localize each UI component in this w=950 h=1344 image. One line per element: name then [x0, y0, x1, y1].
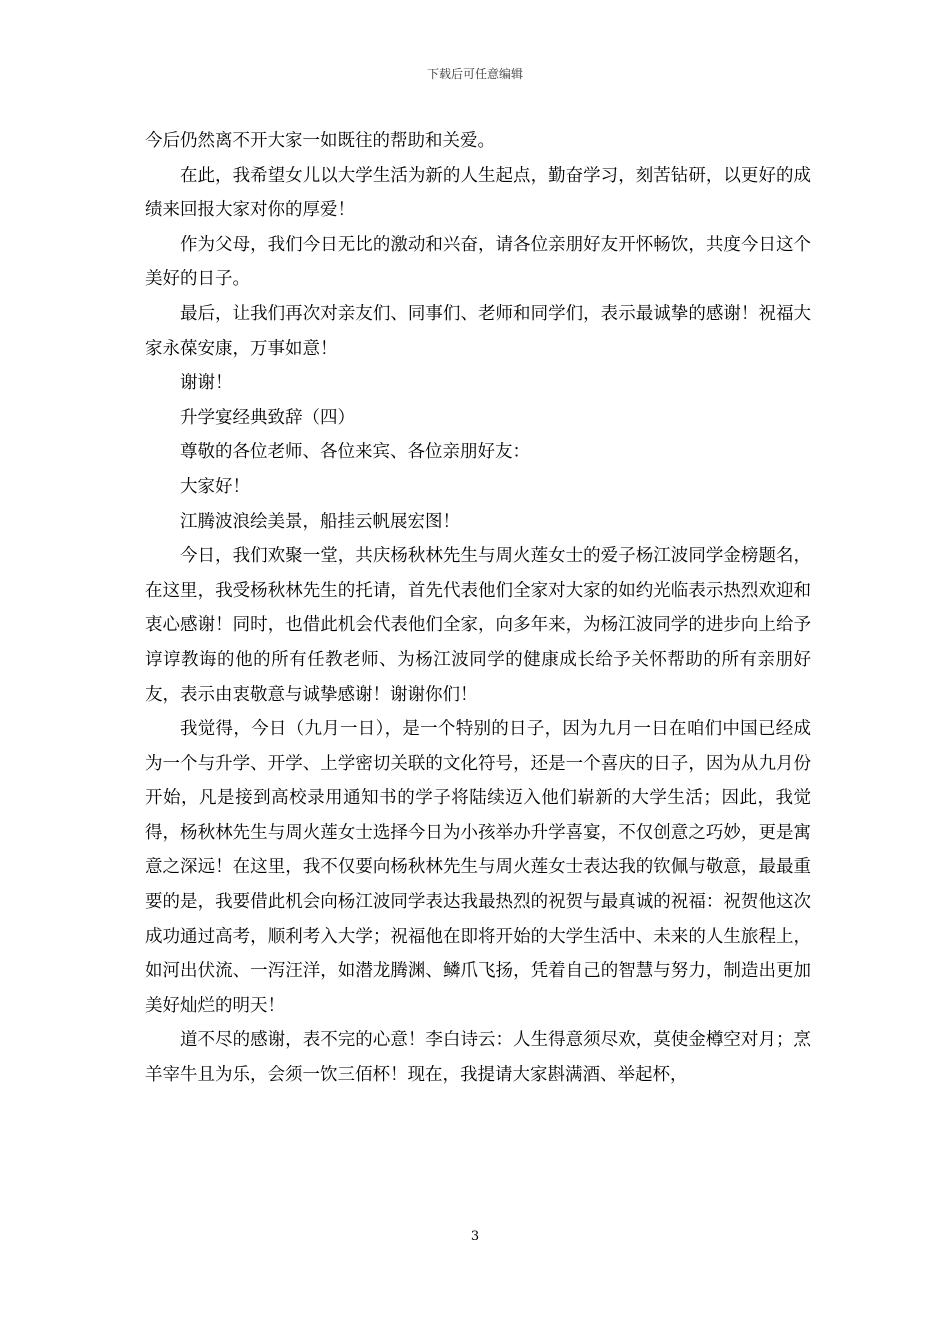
paragraph-3: 作为父母，我们今日无比的激动和兴奋，请各位亲朋好友开怀畅饮，共度今日这个美好的日子。 [145, 234, 811, 290]
section-heading: 升学宴经典致辞（四） [180, 407, 355, 428]
paragraph-5: 谢谢！ [180, 373, 233, 394]
greeting: 大家好！ [180, 476, 250, 497]
salutation: 尊敬的各位老师、各位来宾、各位亲朋好友： [180, 442, 530, 463]
paragraph-11: 我觉得，今日（九月一日），是一个特别的日子，因为九月一日在咱们中国已经成为一个与升学、开学、上学密切关联的文化符号，还是一个喜庆的日子，因为从九月份开始，凡是接到高校录用通知书的学子将陆续迈入他们崭新的大学生活；因此，我觉得，杨秋林先生与周火莲女士选择今日为小孩举办升学喜宴，不仅创意之巧妙，更是寓意之深远！在这里，我不仅要向杨秋林先生与周火莲女士表达我的钦佩与敬意，最最重要的是，我要借此机会向杨江波同学表达我最热烈的祝贺与最真诚的祝福：祝贺他这次成功通过高考，顺利考入大学；祝福他在即将开始的大学生活中、未来的人生旅程上，如河出伏流、一泻汪洋，如潜龙腾渊、鳞爪飞扬，凭着自己的智慧与努力，制造出更加美好灿烂的明天！ [145, 719, 811, 1016]
paragraph-2: 在此，我希望女儿以大学生活为新的人生起点，勤奋学习，刻苦钻研，以更好的成绩来回报大家对你的厚爱！ [145, 165, 811, 221]
page-number: 3 [470, 1229, 480, 1244]
page-header: 下载后可任意编辑 [426, 67, 523, 81]
paragraph-4: 最后，让我们再次对亲友们、同事们、老师和同学们，表示最诚挚的感谢！祝福大家永葆安康，万事如意！ [145, 303, 811, 359]
paragraph-1: 今后仍然离不开大家一如既往的帮助和关爱。 [145, 131, 495, 151]
paragraph-12: 道不尽的感谢，表不完的心意！李白诗云：人生得意须尽欢，莫使金樽空对月；烹羊宰牛且为乐，会须一饮三佰杯！现在，我提请大家斟满酒、举起杯， [145, 1030, 811, 1086]
document-body [145, 124, 811, 1093]
couplet: 江腾波浪绘美景，船挂云帆展宏图！ [180, 511, 460, 532]
paragraph-10: 今日，我们欢聚一堂，共庆杨秋林先生与周火莲女士的爱子杨江波同学金榜题名，在这里，我受杨秋林先生的托请，首先代表他们全家对大家的如约光临表示热烈欢迎和衷心感谢！同时，也借此机会代表他们全家，向多年来，为杨江波同学的进步向上给予谆谆教诲的他的所有任教老师、为杨江波同学的健康成长给予关怀帮助的所有亲朋好友，表示由衷敬意与诚挚感谢！谢谢你们！ [145, 546, 811, 705]
